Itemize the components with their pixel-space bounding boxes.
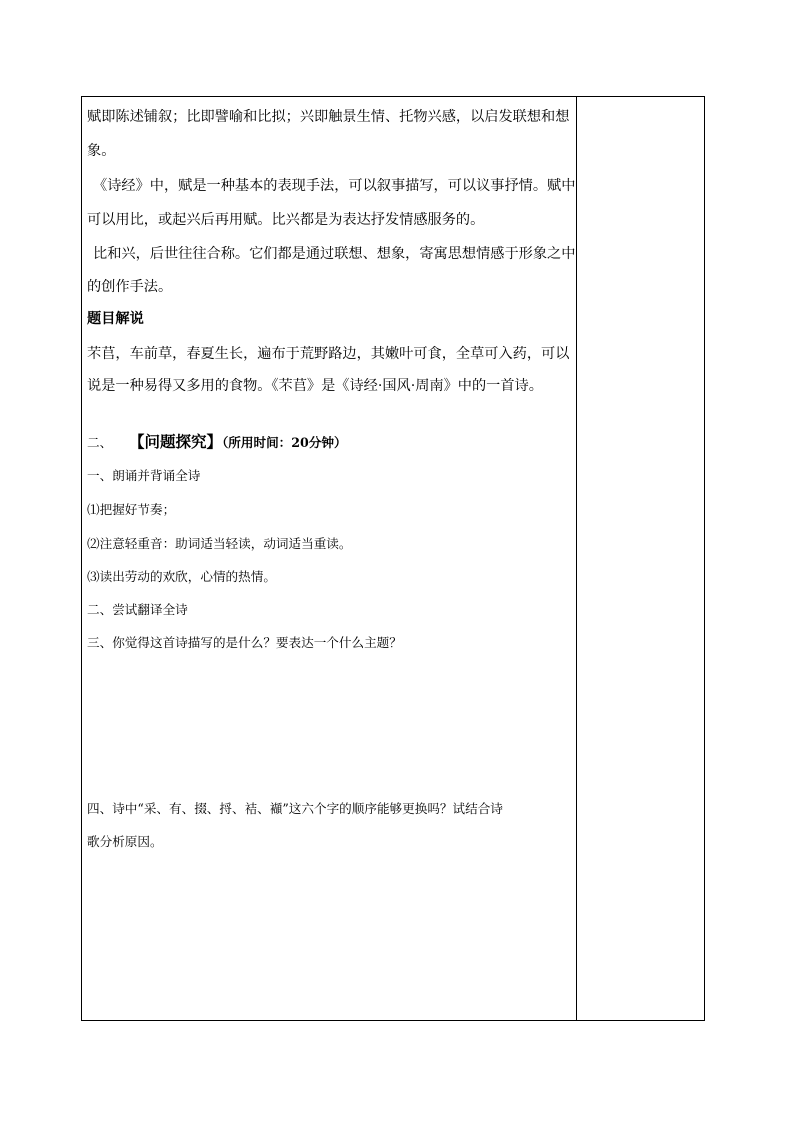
section-number: 二、 (87, 435, 113, 450)
task-2-title: 二、尝试翻译全诗 (87, 602, 188, 617)
bixing-line-1: 比和兴，后世往往合称。它们都是通过联想、想象，寄寓思想情感于形象之中 (93, 246, 576, 262)
heading-timu-jieshuo: 题目解说 (87, 311, 144, 327)
section-time-note: （所用时间：20分钟） (222, 435, 347, 450)
task-4-line-2: 歌分析原因。 (87, 834, 163, 849)
section-title: 【问题探究】 (129, 433, 223, 451)
worksheet-table (81, 96, 705, 1021)
task-1-item-2: ⑵注意轻重音：助词适当轻读，动词适当重读。 (87, 536, 352, 551)
fuyi-line-1: 芣苢，车前草，春夏生长，遍布于荒野路边，其嫩叶可食，全草可入药，可以 (87, 346, 570, 362)
task-3-title: 三、你觉得这首诗描写的是什么？要表达一个什么主题？ (87, 635, 402, 650)
task-1-item-1: ⑴把握好节奏； (87, 502, 176, 517)
task-1-item-3: ⑶读出劳动的欢欣，心情的热情。 (87, 569, 276, 584)
task-4-line-1: 四、诗中“采、有、掇、捋、袺、襭”这六个字的顺序能够更换吗？试结合诗 (87, 801, 503, 816)
fu-line-2: 象。 (87, 143, 116, 159)
task-1-title: 一、朗诵并背诵全诗 (87, 468, 201, 483)
shijing-line-2: 可以用比，或起兴后再用赋。比兴都是为表达抒发情感服务的。 (87, 212, 485, 228)
shijing-line-1: 《诗经》中，赋是一种基本的表现手法，可以叙事描写，可以议事抒情。赋中 (93, 178, 576, 194)
table-column-divider (576, 96, 577, 1021)
section-heading (87, 432, 347, 453)
fu-line-1: 赋即陈述铺叙；比即譬喻和比拟；兴即触景生情、托物兴感，以启发联想和想 (87, 109, 570, 125)
bixing-line-2: 的创作手法。 (87, 279, 173, 295)
fuyi-line-2: 说是一种易得又多用的食物。《芣苢》是《诗经·国风·周南》中的一首诗。 (87, 378, 543, 394)
